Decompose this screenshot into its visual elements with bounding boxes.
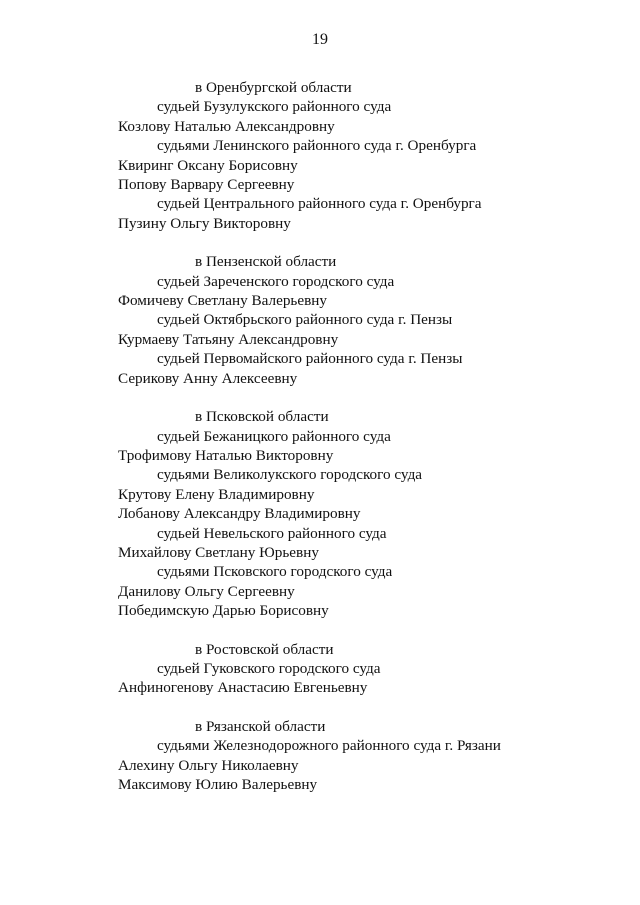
judge-name: Данилову Ольгу Сергеевну [118,582,295,600]
judge-name: Серикову Анну Алексеевну [118,369,298,387]
region-section-orenburg [118,78,620,233]
judge-name: Попову Варвару Сергеевну [118,176,295,194]
judge-name: Лобанову Александру Владимировну [118,505,361,523]
judge-name: Курмаеву Татьяну Александровну [118,330,339,348]
judge-name: Крутову Елену Владимировну [118,485,315,503]
region-heading: в Рязанской области [195,717,326,735]
region-section-penza [118,252,620,388]
region-heading: в Ростовской области [195,640,334,658]
region-heading: в Псковской области [195,408,329,426]
court-line: судьей Центрального районного суда г. Оренбурга [157,195,482,213]
court-line: судьей Невельского районного суда [157,524,387,542]
court-line: судьями Железнодорожного районного суда г. Рязани [157,737,501,755]
judge-name: Михайлову Светлану Юрьевну [118,543,319,561]
region-heading: в Пензенской области [195,253,337,271]
judge-name: Анфиногенову Анастасию Евгеньевну [118,679,368,697]
region-section-pskov [118,407,620,620]
judge-name: Пузину Ольгу Викторовну [118,214,291,232]
region-section-ryazan [118,717,620,795]
page-number: 19 [312,31,328,48]
court-line: судьей Октябрьского районного суда г. Пензы [157,311,453,329]
court-line: судьей Гуковского городского суда [157,659,381,677]
court-line: судьями Ленинского районного суда г. Оренбурга [157,137,477,155]
court-line: судьей Бузулукского районного суда [157,98,392,116]
region-section-rostov [118,640,620,698]
appointments-list [118,78,620,813]
judge-name: Квиринг Оксану Борисовну [118,156,298,174]
judge-name: Фомичеву Светлану Валерьевну [118,292,327,310]
court-line: судьей Бежаницкого районного суда [157,427,391,445]
judge-name: Козлову Наталью Александровну [118,117,335,135]
court-line: судьей Первомайского районного суда г. Пензы [157,350,463,368]
judge-name: Трофимову Наталью Викторовну [118,446,334,464]
court-line: судьей Зареченского городского суда [157,272,395,290]
court-line: судьями Псковского городского суда [157,563,393,581]
court-line: судьями Великолукского городского суда [157,466,423,484]
judge-name: Максимову Юлию Валерьевну [118,776,318,793]
judge-name: Алехину Ольгу Николаевну [118,756,299,774]
judge-name: Победимскую Дарью Борисовну [118,602,329,620]
region-heading: в Оренбургской области [195,79,352,96]
